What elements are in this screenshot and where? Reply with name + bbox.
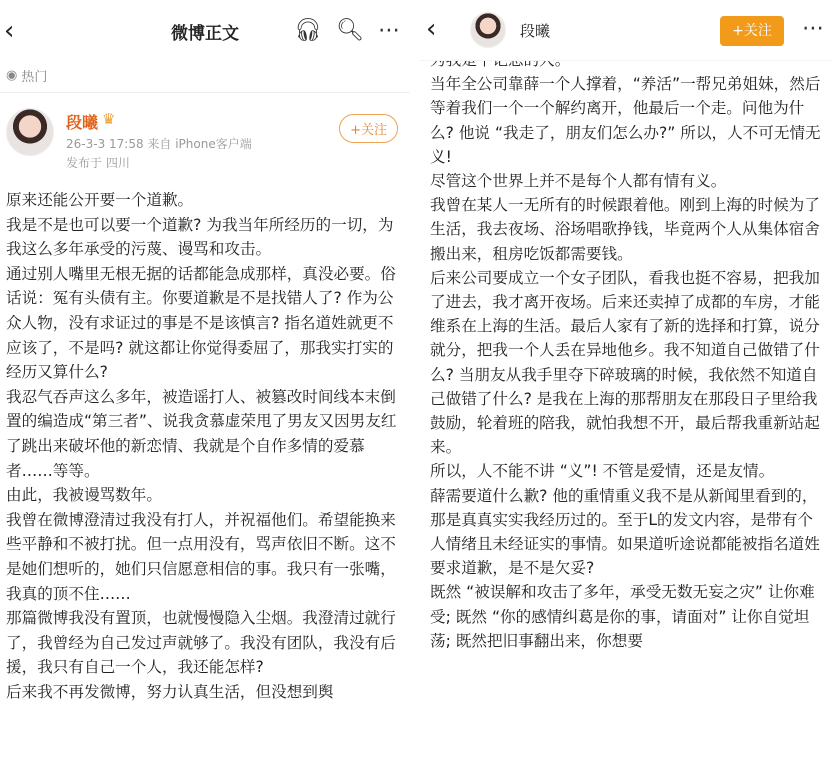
avatar[interactable] <box>6 108 54 156</box>
post-meta: 26-3-3 17:58 来自 iPhone客户端 <box>66 137 252 151</box>
header-actions <box>294 18 400 44</box>
paragraph: 尽管这个世界上并不是每个人都有情有义。 <box>430 172 727 191</box>
location-pin-icon: ◉ <box>6 68 18 83</box>
paragraph: 后来我不再发微博，努力认真生活，但没想到舆 <box>6 682 334 701</box>
search-icon[interactable]: 🔍︎ <box>336 18 364 43</box>
right-weibo-post-panel <box>420 0 832 778</box>
avatar[interactable] <box>470 12 506 48</box>
hot-tag[interactable] <box>6 66 47 85</box>
crown-badge-icon: ♛ <box>102 110 116 128</box>
follow-button[interactable]: +关注 <box>720 16 784 46</box>
paragraph: 我是不是也可以要一个道歉? 为我当年所经历的一切，为我这么多年承受的污蔑、谩骂和攻击。 <box>6 215 394 259</box>
post-body <box>430 48 822 653</box>
post-header <box>0 0 410 64</box>
paragraph: 我曾在某人一无所有的时候跟着他。刚到上海的时候为了生活，我去夜场、浴场唱歌挣钱，毕竟两个人从集体宿舍搬出来，租房吃饭都需要钱。 <box>430 196 820 263</box>
paragraph: 我忍气吞声这么多年，被造谣打人、被篡改时间线本末倒置的编造成“第三者”、说我贪慕虚荣甩了男友又因男友红了跳出来破坏他的新恋情、我就是个自作多情的爱慕者……等等。 <box>6 387 397 480</box>
author-name[interactable]: 段曦 <box>520 22 551 40</box>
listen-icon[interactable]: 🎧︎ <box>294 18 323 43</box>
sticky-author-header <box>420 0 832 61</box>
paragraph: 后来公司要成立一个女子团队，看我也挺不容易，把我加了进去，我才离开夜场。后来还卖掉了成都的车房，才能维系在上海的生活。最后人家有了新的选择和打算，说分就分，把我一个人丢在异地他乡。我不知道自己做错了什么? 当朋友从我手里夺下碎玻璃的时候，我依然不知道自己做错了什么? 是我在上海的那帮朋友在那段日子里给我鼓励，轮着班的陪我，就怕我想不开，最后帮我重新站起来。 <box>430 268 820 457</box>
paragraph: 由此，我被谩骂数年。 <box>6 486 162 505</box>
left-weibo-post-panel <box>0 0 410 778</box>
back-icon[interactable]: ‹ <box>4 16 15 46</box>
follow-button[interactable]: +关注 <box>339 114 398 143</box>
panel-divider <box>410 0 420 778</box>
paragraph: 通过别人嘴里无根无据的话都能急成那样，真没必要。俗话说：冤有头债有主。你要道歉是不是找错人了? 作为公众人物，没有求证过的事是不是该慎言? 指名道姓就更不应该了，不是吗? 就这都让你觉得委屈了，那我实打实的经历又算什么? <box>6 264 396 382</box>
paragraph: 既然 “被误解和攻击了多年，承受无数无妄之灾” 让你难受; 既然 “你的感情纠葛是你的事，请面对” 让你自觉坦荡; 既然把旧事翻出来，你想要 <box>430 583 815 650</box>
paragraph: 所以，人不能不讲 “义”! 不管是爱情，还是友情。 <box>430 462 775 481</box>
back-icon[interactable]: ‹ <box>426 14 437 44</box>
paragraph: 当年全公司靠薛一个人撑着，“养活”一帮兄弟姐妹，然后等着我们一个一个解约离开，他最后一个走。问他为什么? 他说 “我走了，朋友们怎么办?” 所以，人不可无情无义! <box>430 75 821 166</box>
paragraph: 原来还能公开要一个道歉。 <box>6 191 194 209</box>
more-icon[interactable]: ⋯ <box>802 16 824 41</box>
page-title: 微博正文 <box>171 24 239 44</box>
author-row <box>0 108 410 178</box>
paragraph: 那篇微博我没有置顶，也就慢慢隐入尘烟。我澄清过就行了，我曾经为自己发过声就够了。我没有团队，我没有后援，我只有自己一个人，我还能怎样? <box>6 609 396 677</box>
paragraph: 薛需要道什么歉? 他的重情重义我不是从新闻里看到的，那是真真实实我经历过的。至于L的发文内容，是带有个人情绪且未经证实的事情。如果道听途说都能被指名道姓要求道歉，是不是欠妥? <box>430 486 820 578</box>
more-icon[interactable]: ⋯ <box>378 18 400 43</box>
divider <box>0 92 410 93</box>
post-location: 发布于 四川 <box>66 156 130 170</box>
paragraph: 我曾在微博澄清过我没有打人，并祝福他们。希望能换来些平静和不被打扰。但一点用没有，骂声依旧不断。这不是她们想听的，她们只信愿意相信的事。我只有一张嘴，我真的顶不住…… <box>6 510 396 603</box>
author-name[interactable]: 段曦 <box>66 113 99 132</box>
hot-label: 热门 <box>21 70 48 85</box>
post-body <box>6 188 404 704</box>
